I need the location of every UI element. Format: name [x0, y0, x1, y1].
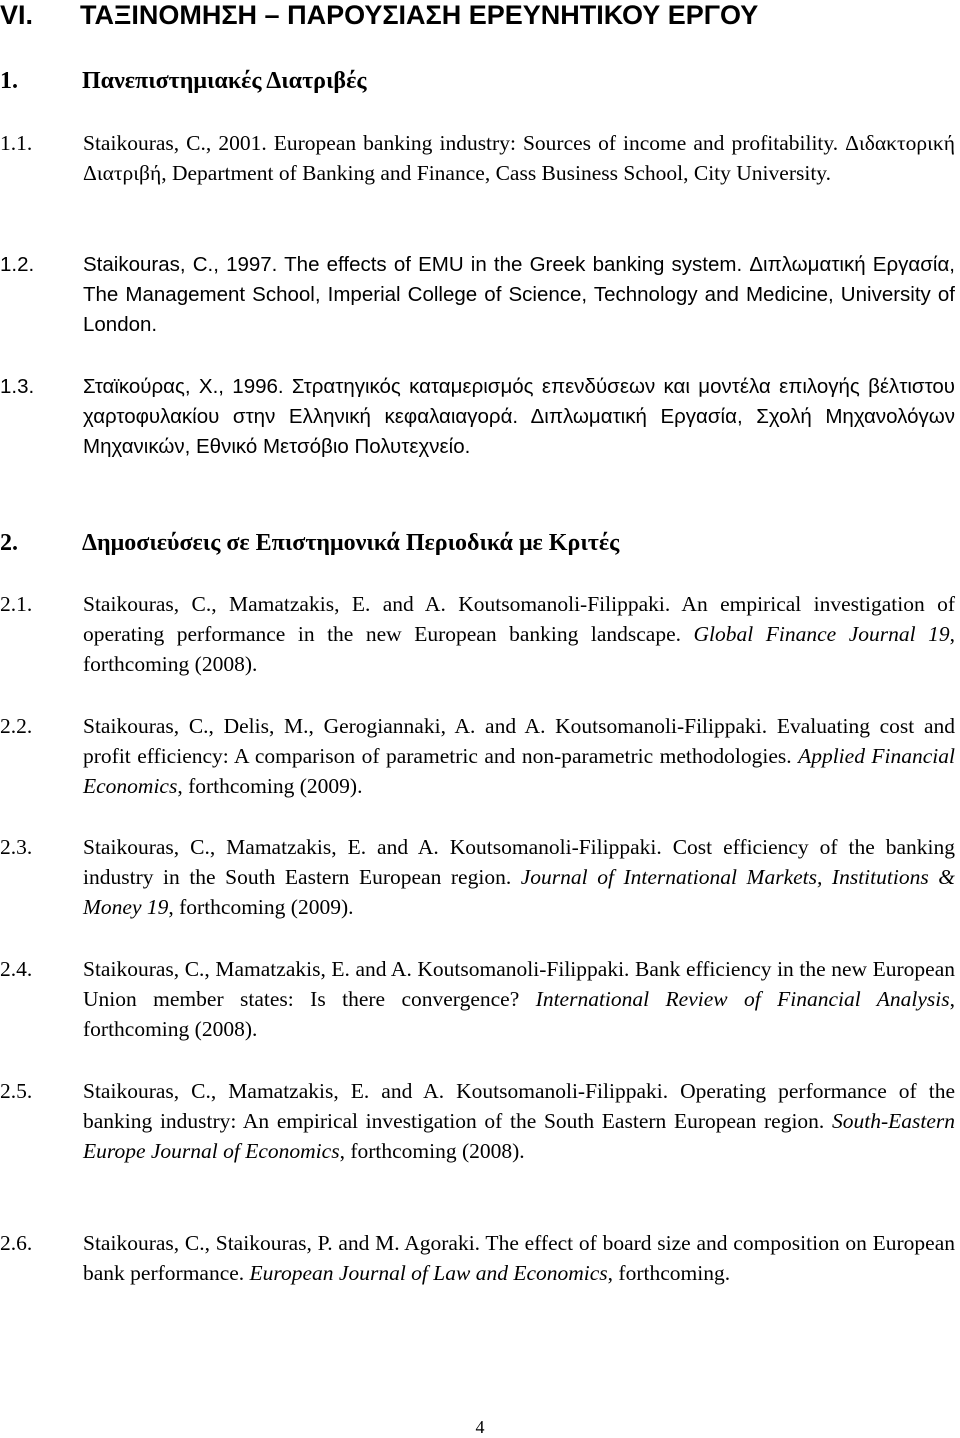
entry-number: 1.2.	[0, 253, 35, 276]
entry-text	[83, 589, 955, 679]
entry-status: , forthcoming (2008).	[83, 622, 955, 676]
entry-citation: Staikouras, C., Mamatzakis, E. and A. Koutsomanoli-Filippaki. Cost efficiency of the banking industry in the South Eastern European region.	[83, 835, 955, 889]
journal-name: Applied Financial Economics	[83, 744, 956, 798]
entry-citation: Staikouras, C., Delis, M., Gerogiannaki, A. and A. Koutsomanoli-Filippaki. Evaluating cost and profit efficiency: A comparison of parametric and non-parametric methodologies.	[83, 714, 955, 768]
entry-text	[83, 128, 955, 188]
section-number: 2.	[0, 530, 18, 556]
entry-citation: Staikouras, C., Mamatzakis, E. and A. Koutsomanoli-Filippaki. Operating performance of the banking industry: An empirical investigation of the South Eastern European region.	[83, 1079, 955, 1133]
entry-text	[83, 372, 955, 462]
entry-status: , forthcoming (2009).	[168, 895, 354, 919]
entry-number: 2.6.	[0, 1231, 33, 1255]
entry-citation: Staikouras, C., Mamatzakis, E. and A. Koutsomanoli-Filippaki. Bank efficiency in the new European Union member states: Is there convergence?	[83, 957, 955, 1011]
section-title: Δημοσιεύσεις σε Επιστημονικά Περιοδικά με Κριτές	[82, 530, 620, 556]
section-number: 1.	[0, 68, 18, 94]
entry-text	[83, 711, 955, 801]
entry-number: 2.1.	[0, 592, 33, 616]
entry-number: 2.3.	[0, 835, 33, 859]
entry-status: , forthcoming (2008).	[83, 987, 955, 1041]
entry-citation: Staikouras, C., Staikouras, P. and M. Agoraki. The effect of board size and composition on European bank performance.	[83, 1231, 955, 1285]
section-title: Πανεπιστημιακές Διατριβές	[82, 68, 367, 94]
entry-text	[83, 1076, 955, 1166]
journal-name: European Journal of Law and Economics	[249, 1261, 608, 1285]
journal-name: International Review of Financial Analysis	[535, 987, 950, 1011]
journal-name: Journal of International Markets, Institutions & Money 19	[83, 865, 955, 919]
entry-citation: Staikouras, C., 1997. The effects of EMU in the Greek banking system. Διπλωματική Εργασία, The Management School, Imperial College of Science, Technology and Medicine, University of London.	[83, 253, 955, 336]
entry-status: , forthcoming (2009).	[177, 774, 363, 798]
chapter-number: VI.	[0, 0, 34, 30]
entry-text	[83, 832, 955, 922]
entry-text	[83, 954, 955, 1044]
chapter-title: ΤΑΞΙΝΟΜΗΣΗ – ΠΑΡΟΥΣΙΑΣΗ ΕΡΕΥΝΗΤΙΚΟΥ ΕΡΓΟΥ	[80, 0, 759, 30]
entry-citation: Staikouras, C., Mamatzakis, E. and A. Koutsomanoli-Filippaki. An empirical investigation of operating performance in the new European banking landscape.	[83, 592, 955, 646]
journal-name: Global Finance Journal 19	[693, 622, 950, 646]
entry-number: 1.1.	[0, 131, 33, 155]
entry-citation: Staikouras, C., 2001. European banking industry: Sources of income and profitability. Διδακτορική Διατριβή, Department of Banking and Finance, Cass Business School, City University.	[83, 131, 955, 185]
entry-number: 2.4.	[0, 957, 33, 981]
journal-name: South-Eastern Europe Journal of Economics	[83, 1109, 955, 1163]
entry-text	[83, 250, 955, 340]
entry-text	[83, 1228, 955, 1288]
entry-status: , forthcoming (2008).	[339, 1139, 525, 1163]
entry-number: 2.2.	[0, 714, 33, 738]
page-number: 4	[475, 1417, 485, 1437]
entry-citation: Σταϊκούρας, Χ., 1996. Στρατηγικός καταμερισμός επενδύσεων και μοντέλα επιλογής βέλτιστου χαρτοφυλακίου στην Ελληνική κεφαλαιαγορά. Διπλωματική Εργασία, Σχολή Μηχανολόγων Μηχανικών, Εθνικό Μετσόβιο Πολυτεχνείο.	[83, 375, 955, 458]
entry-number: 1.3.	[0, 375, 35, 398]
entry-status: , forthcoming.	[607, 1261, 731, 1285]
entry-number: 2.5.	[0, 1079, 33, 1103]
